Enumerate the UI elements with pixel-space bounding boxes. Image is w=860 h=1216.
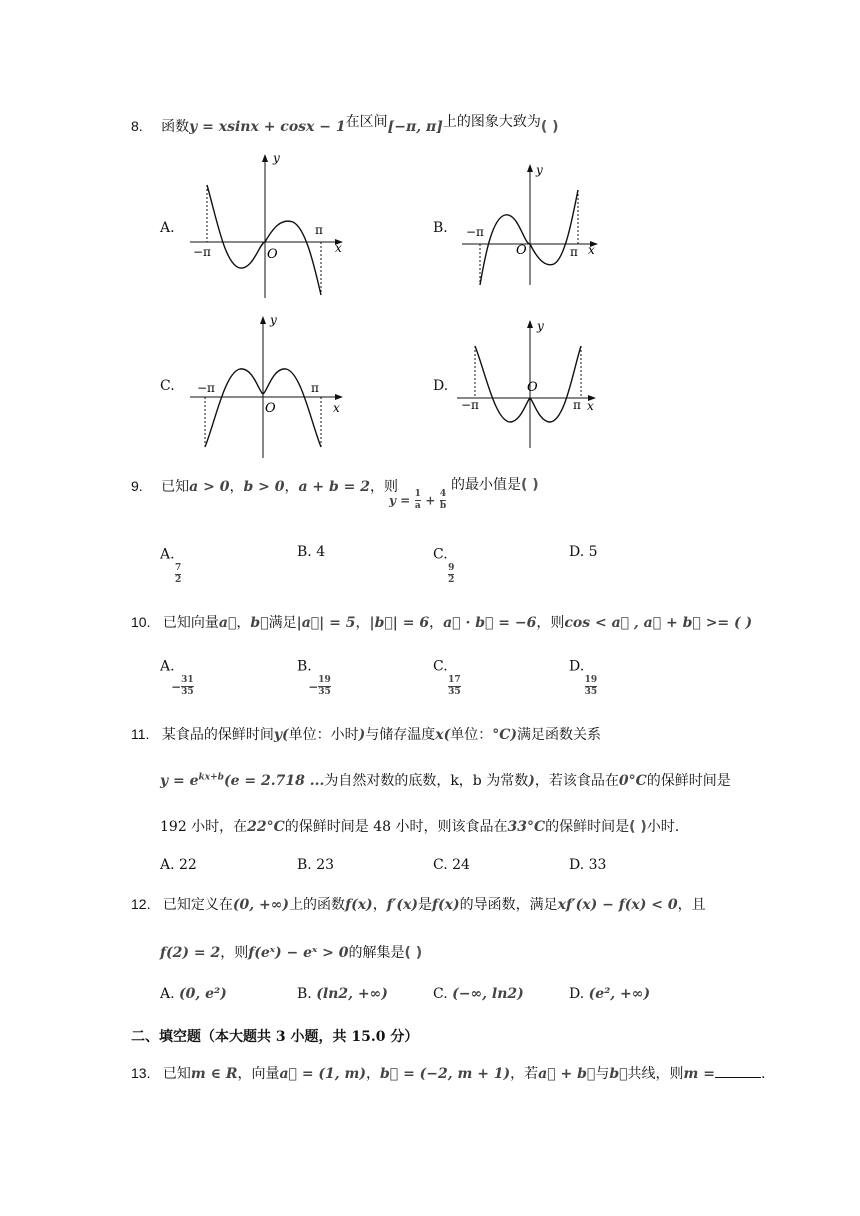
q8-interval: [−π, π]	[387, 119, 443, 135]
q9-option-b: B. 4	[297, 544, 326, 560]
q12-option-a-value: (0, e²)	[179, 986, 227, 1002]
q10-option-b-num: 19	[318, 675, 331, 685]
q10-option-c-den: 35	[448, 687, 461, 697]
q13-vec-b: b⃗ = (−2, m + 1)	[380, 1066, 511, 1082]
q11-paren: ( )	[629, 819, 647, 835]
q11-line1-pre: 某食品的保鲜时间	[161, 727, 274, 743]
q10-option-c-letter: C.	[433, 658, 448, 675]
q9-sep3: ，	[370, 479, 385, 495]
q11-option-c: C. 24	[433, 857, 470, 873]
q13-end: .	[760, 1066, 766, 1082]
q8-text-post: 上的图象大致为	[442, 114, 541, 130]
q9-text-mid: 则	[384, 479, 399, 495]
q11-line2-post: ，若该食品在	[534, 773, 619, 789]
q9-option-c-letter: C.	[433, 546, 448, 563]
q8c-x-label: x	[333, 401, 340, 415]
q10-option-b	[297, 656, 339, 697]
q10-text-pre: 已知向量	[162, 615, 219, 631]
q13-vb: b⃗	[609, 1066, 628, 1082]
q8b-x-label: x	[588, 243, 595, 257]
q13-number: 13.	[131, 1065, 151, 1081]
q13-stem	[131, 1063, 765, 1083]
q8d-origin: O	[527, 380, 538, 395]
q9-option-d: D. 5	[569, 544, 598, 560]
q12-option-d-value: (e², +∞)	[588, 986, 651, 1002]
q10-formula: cos < a⃗ , a⃗ + b⃗ >= ( )	[564, 615, 753, 631]
q11-line1	[131, 724, 601, 744]
q10-text-mid1: 满足	[268, 615, 297, 631]
q11-line3	[160, 816, 679, 836]
q11-formula-exp: kx+b	[198, 772, 224, 783]
q8-number: 8.	[131, 118, 143, 134]
q12-paren: ( )	[404, 945, 423, 961]
q12-cond: f(2) = 2	[160, 945, 221, 961]
q9-number: 9.	[131, 478, 143, 494]
q8-option-b-letter: B.	[433, 220, 448, 236]
q13-text-mid4: 共线，则	[627, 1066, 684, 1082]
q9-text-post: 的最小值是	[451, 477, 521, 493]
q9-text-pre: 已知	[161, 479, 190, 495]
q11-line2-close: )	[528, 773, 535, 789]
q10-option-b-letter: B.	[297, 658, 312, 675]
q8d-y-label: y	[537, 319, 544, 333]
q9-stem	[131, 476, 398, 496]
q12-domain: (0, +∞)	[232, 897, 290, 913]
q8a-y-label: y	[273, 151, 280, 165]
q10-cond3: a⃗ · b⃗ = −6	[443, 615, 537, 631]
q10-option-b-frac	[318, 676, 331, 697]
q9-plus: +	[425, 493, 436, 508]
q12-line1-pre: 已知定义在	[162, 897, 233, 913]
q9-option-a-den: 2	[175, 575, 182, 585]
q9-sep1: ，	[229, 479, 244, 495]
q8-formula: y = xsinx + cosx − 1	[189, 119, 346, 135]
q12-line2-ineq: f(eˣ) − eˣ > 0	[248, 945, 349, 961]
q11-line1-post: 满足函数关系	[517, 727, 602, 743]
q10-option-a-sign: −	[171, 679, 182, 694]
q10-vec-b: b⃗	[250, 615, 269, 631]
q12-line1-end: ，且	[677, 897, 706, 913]
q9-option-c-den: 2	[448, 575, 455, 585]
q10-cond2: |b⃗| = 6	[369, 615, 430, 631]
q10-option-a-value	[171, 675, 194, 697]
q12-line1	[131, 894, 706, 914]
q11-line3-end: 小时.	[646, 819, 680, 835]
q9-option-a-letter: A.	[160, 546, 175, 563]
q12-option-b-value: (ln2, +∞)	[316, 986, 388, 1002]
q9-frac-1	[415, 490, 421, 511]
q13-text-mid2: ，若	[510, 1066, 539, 1082]
q12-line1-mid2: 是	[418, 897, 432, 913]
q11-unit-hours: 单位：小时	[288, 727, 359, 743]
q13-sep: ，	[366, 1066, 380, 1082]
q10-option-a-den: 35	[181, 687, 194, 697]
q9-option-c-num: 9	[448, 563, 455, 573]
q10-option-b-sign: −	[308, 679, 319, 694]
q12-option-d	[569, 986, 650, 1002]
q9-option-c-value	[448, 564, 454, 585]
q9-formula-lhs: y =	[389, 493, 411, 508]
q8a-origin: O	[267, 247, 278, 262]
q11-line2	[160, 770, 731, 790]
q10-option-b-den: 35	[318, 687, 331, 697]
q9-formula	[389, 490, 446, 511]
q11-line1-mid: 与储存温度	[365, 727, 436, 743]
q8-option-d-letter: D.	[433, 378, 449, 394]
q11-e-value: (e = 2.718 ...	[223, 773, 325, 789]
q11-line3-post: 的保鲜时间是	[545, 819, 630, 835]
q13-text-mid1: ，向量	[237, 1066, 280, 1082]
q11-line2-end: 的保鲜时间是	[646, 773, 731, 789]
q10-option-b-value	[308, 675, 331, 697]
q12-option-c-value: (−∞, ln2)	[452, 986, 524, 1002]
q11-formula: y = e	[160, 773, 199, 789]
q10-option-c-num: 17	[448, 675, 461, 685]
q9-option-a-value	[175, 564, 181, 585]
q12-sep: ，	[372, 897, 387, 913]
q10-option-d	[569, 656, 601, 697]
q8b-neg-pi: −π	[466, 225, 484, 239]
q12-option-a-letter: A.	[160, 986, 175, 1002]
q10-option-a	[160, 656, 202, 697]
q8-graph-d	[455, 316, 605, 456]
q9-frac-1-num: 1	[414, 489, 421, 499]
q8-text-mid: 在区间	[345, 114, 388, 130]
q12-number: 12.	[131, 896, 151, 912]
q8-graph-c	[185, 312, 355, 460]
q12-line2-post: 的解集是	[348, 945, 405, 961]
q11-x-var: x(	[435, 727, 451, 743]
q10-text-mid2: 则	[550, 615, 565, 631]
q11-y-var: y(	[273, 727, 289, 743]
q8c-origin: O	[265, 401, 276, 416]
q9-paren: ( )	[521, 477, 539, 493]
q12-line2	[160, 942, 422, 962]
q8b-y-label: y	[536, 163, 543, 177]
q9-option-c	[433, 544, 458, 585]
q12-option-a	[160, 986, 227, 1002]
q11-number: 11.	[131, 726, 150, 742]
q13-cond: m ∈ R	[190, 1066, 238, 1082]
q10-option-a-num: 31	[181, 675, 194, 685]
q8a-neg-pi: −π	[193, 245, 211, 259]
q11-option-b: B. 23	[297, 857, 335, 873]
q8-graph-a	[185, 150, 355, 300]
q9-option-a	[160, 544, 185, 585]
q10-option-c-frac	[448, 676, 461, 697]
q12-line2-mid: ，则	[220, 945, 249, 961]
q8b-pi: π	[570, 245, 578, 259]
q10-number: 10.	[131, 614, 151, 630]
q9-option-a-num: 7	[175, 563, 182, 573]
q10-option-d-frac	[585, 676, 598, 697]
q11-temp-33: 33°C	[507, 819, 546, 835]
q8-stem	[131, 116, 559, 136]
q12-option-c	[433, 986, 524, 1002]
q10-option-c	[433, 656, 465, 697]
q9-frac-1-den: a	[414, 501, 421, 511]
q8c-neg-pi: −π	[197, 381, 215, 395]
q10-option-a-frac	[181, 676, 194, 697]
q13-answer-blank	[715, 1065, 761, 1078]
q10-option-a-letter: A.	[160, 658, 175, 675]
q10-stem: 10. 已知向量a⃗，b⃗满足|a⃗| = 5，|b⃗| = 6，a⃗ · b⃗ = −6，则cos < a⃗ , a⃗ + b⃗ >= ( )	[131, 614, 753, 631]
q9-post	[451, 474, 539, 494]
q12-option-c-letter: C.	[433, 986, 448, 1002]
q10-option-d-num: 19	[584, 675, 598, 685]
q9-cond1: a > 0	[189, 479, 230, 495]
q9-cond3: a + b = 2	[298, 479, 371, 495]
q8-option-c-letter: C.	[160, 378, 175, 394]
q8b-origin: O	[516, 243, 527, 258]
q12-fpx: f′(x)	[386, 897, 418, 913]
q11-option-a: A. 22	[160, 857, 197, 873]
q11-unit-c: °C)	[492, 727, 518, 743]
q13-text-mid3: 与	[595, 1066, 610, 1082]
q11-unit-temp: 单位：	[450, 727, 493, 743]
q12-line1-mid1: 上的函数	[289, 897, 346, 913]
q13-vec-a: a⃗ = (1, m)	[279, 1066, 366, 1082]
q8d-pi: π	[573, 398, 581, 412]
q11-line3-pre: 192 小时，在	[160, 819, 248, 835]
q9-frac-2	[440, 490, 446, 511]
q10-vec-a: a⃗	[218, 615, 237, 631]
q8-paren: ( )	[540, 119, 559, 135]
q13-m: m =	[683, 1066, 715, 1082]
q11-temp-22: 22°C	[247, 819, 285, 835]
q9-frac-2-num: 4	[439, 489, 447, 499]
q9-cond2: b > 0	[243, 479, 285, 495]
q8-graph-b	[460, 160, 605, 295]
q10-option-d-letter: D.	[569, 658, 585, 675]
q11-line3-mid: 的保鲜时间是 48 小时，则该食品在	[284, 819, 508, 835]
q8d-x-label: x	[587, 399, 594, 413]
q8c-y-label: y	[270, 313, 277, 327]
q12-option-b-letter: B.	[297, 986, 312, 1002]
q8d-neg-pi: −π	[461, 398, 479, 412]
q12-fx2: f(x)	[432, 897, 460, 913]
q8c-pi: π	[311, 381, 319, 395]
q11-option-d: D. 33	[569, 857, 607, 873]
q9-sep2: ，	[284, 479, 299, 495]
q13-text-pre: 已知	[162, 1066, 191, 1082]
q12-option-d-letter: D.	[569, 986, 585, 1002]
q11-temp-0: 0°C	[618, 773, 647, 789]
q8a-pi: π	[315, 223, 323, 237]
q12-fx: f(x)	[345, 897, 373, 913]
q12-line1-mid3: 的导函数，满足	[459, 897, 558, 913]
q12-ineq: xf′(x) − f(x) < 0	[557, 897, 678, 913]
q13-sum: a⃗ + b⃗	[538, 1066, 596, 1082]
q9-frac-2-den: b	[439, 501, 447, 511]
q11-line2-mid: 为自然对数的底数，k，b 为常数	[324, 773, 529, 789]
section-title-fill-blank: 二、填空题（本大题共 3 小题，共 15.0 分）	[131, 1029, 419, 1045]
q12-option-b	[297, 986, 388, 1002]
q10-option-d-den: 35	[584, 687, 598, 697]
q10-cond1: |a⃗| = 5	[296, 615, 356, 631]
q8-option-a-letter: A.	[160, 220, 175, 236]
q8a-x-label: x	[335, 241, 342, 255]
q11-close1: )	[358, 727, 366, 743]
q8-text-pre: 函数	[161, 119, 190, 135]
